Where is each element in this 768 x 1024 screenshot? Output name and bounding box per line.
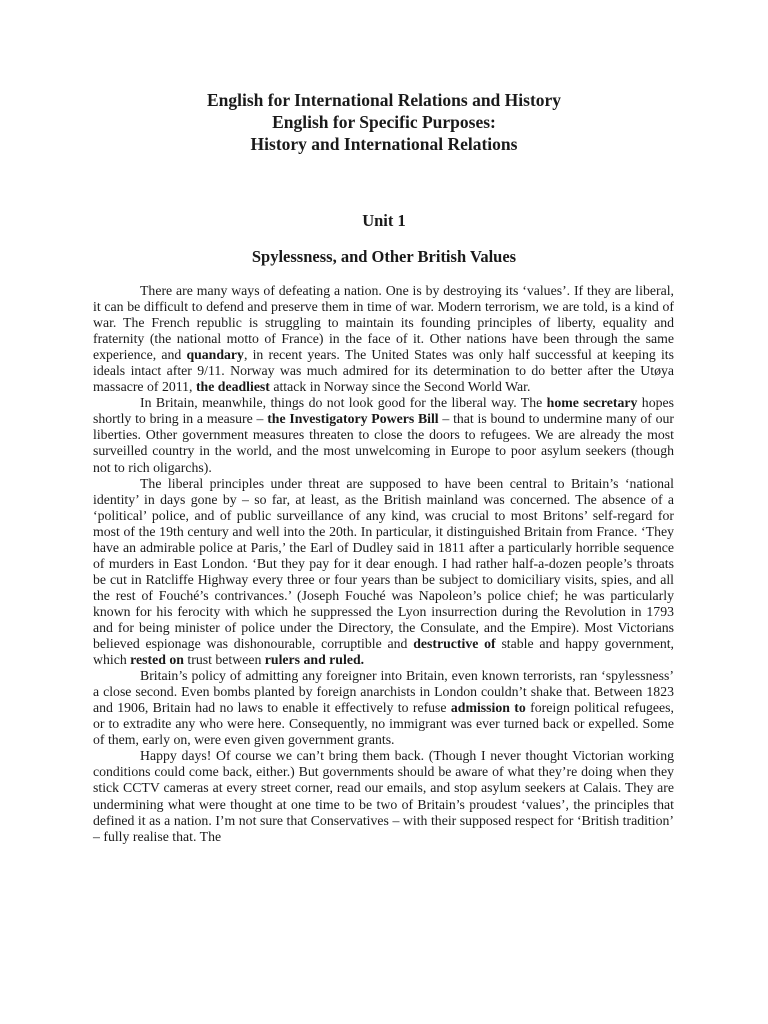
article-body <box>93 283 674 845</box>
text-run: In Britain, meanwhile, things do not look good for the liberal way. The <box>140 395 547 411</box>
paragraph <box>93 748 674 844</box>
title-line-2: English for Specific Purposes: <box>272 112 496 132</box>
bold-term: rested on <box>130 652 184 668</box>
bold-term: destructive of <box>413 636 496 652</box>
bold-term: the Investigatory Powers Bill <box>267 411 439 427</box>
text-run: Britain’s policy of admitting any foreigner into Britain, even known terrorists, ran ‘spylessness’ a close second. Even bombs planted by foreign anarchists in London couldn’t shake that. Between 1823 and 1906, Britain had no laws to enable it effectively to refuse <box>93 668 674 716</box>
text-run: Happy days! Of course we can’t bring them back. (Though I never thought Victorian working conditions could come back, either.) But governments should be aware of what they’re doing when they stick CCTV cameras at every street corner, read our emails, and stop asylum seekers at Calais. They are undermining what were thought at one time to be two of Britain’s proudest ‘values’, the principles that defined it as a nation. I’m not sure that Conservatives – with their supposed respect for ‘British tradition’ – fully realise that. The <box>93 748 674 844</box>
text-run: stable and happy government, which <box>93 636 674 668</box>
title-line-3: History and International Relations <box>250 134 518 154</box>
article-title: Spylessness, and Other British Values <box>251 247 517 266</box>
bold-term: quandary <box>186 347 244 363</box>
text-run: attack in Norway since the Second World War. <box>269 379 531 395</box>
text-run: , in recent years. The United States was only half successful at keeping its ideals intact after 9/11. Norway was much admired for its determination to do better after the Utøya massacre of 2011, <box>93 347 674 395</box>
bold-term: rulers and ruled. <box>264 652 365 668</box>
paragraph <box>93 283 674 395</box>
text-run: hopes shortly to bring in a measure – <box>93 395 674 427</box>
bold-term: admission to <box>450 700 526 716</box>
text-run: foreign political refugees, or to extradite any who were here. Consequently, no immigrant was ever turned back or expelled. Some of them, early on, were even given government grants. <box>93 700 675 748</box>
text-run: trust between <box>183 652 265 668</box>
text-run: There are many ways of defeating a nation. One is by destroying its ‘values’. If they are liberal, it can be difficult to defend and preserve them in time of war. Modern terrorism, we are told, is a kind of war. The French republic is struggling to maintain its founding principles of liberty, equality and fraternity (the national motto of France) in the face of it. Other nations have been through the same experience, and <box>93 283 674 363</box>
paragraph <box>93 395 674 475</box>
paragraph <box>93 476 674 669</box>
text-run: – that is bound to undermine many of our liberties. Other government measures threaten to close the doors to refugees. We are already the most surveilled country in the world, and the most unwelcoming in Europe to poor asylum seekers (though not to rich oligarchs). <box>93 411 675 475</box>
document-title-block <box>0 89 768 155</box>
bold-term: the deadliest <box>195 379 270 395</box>
unit-label: Unit 1 <box>362 211 406 230</box>
bold-term: home secretary <box>546 395 638 411</box>
paragraph <box>93 668 674 748</box>
title-line-1: English for International Relations and History <box>206 90 562 110</box>
text-run: The liberal principles under threat are supposed to have been central to Britain’s ‘national identity’ in days gone by – so far, at least, as the British mainland was concerned. The absence of a ‘political’ police, and of public surveillance of any kind, was crucial to most Britons’ self-regard for most of the 19th century and well into the 20th. In particular, it distinguished Britain from France. ‘They have an admirable police at Paris,’ the Earl of Dudley said in 1811 after a particularly horrible sequence of murders in East London. ‘But they pay for it dear enough. I had rather half-a-dozen people’s throats be cut in Ratcliffe Highway every three or four years than be subject to domiciliary visits, spies, and all the rest of Fouché’s contrivances.’ (Joseph Fouché was Napoleon’s police chief; he was particularly known for his ferocity with which he suppressed the Lyon insurrection during the Revolution in 1793 and for being minister of police under the Directory, the Consulate, and the Empire). Most Victorians believed espionage was dishonourable, corruptible and <box>93 475 674 652</box>
